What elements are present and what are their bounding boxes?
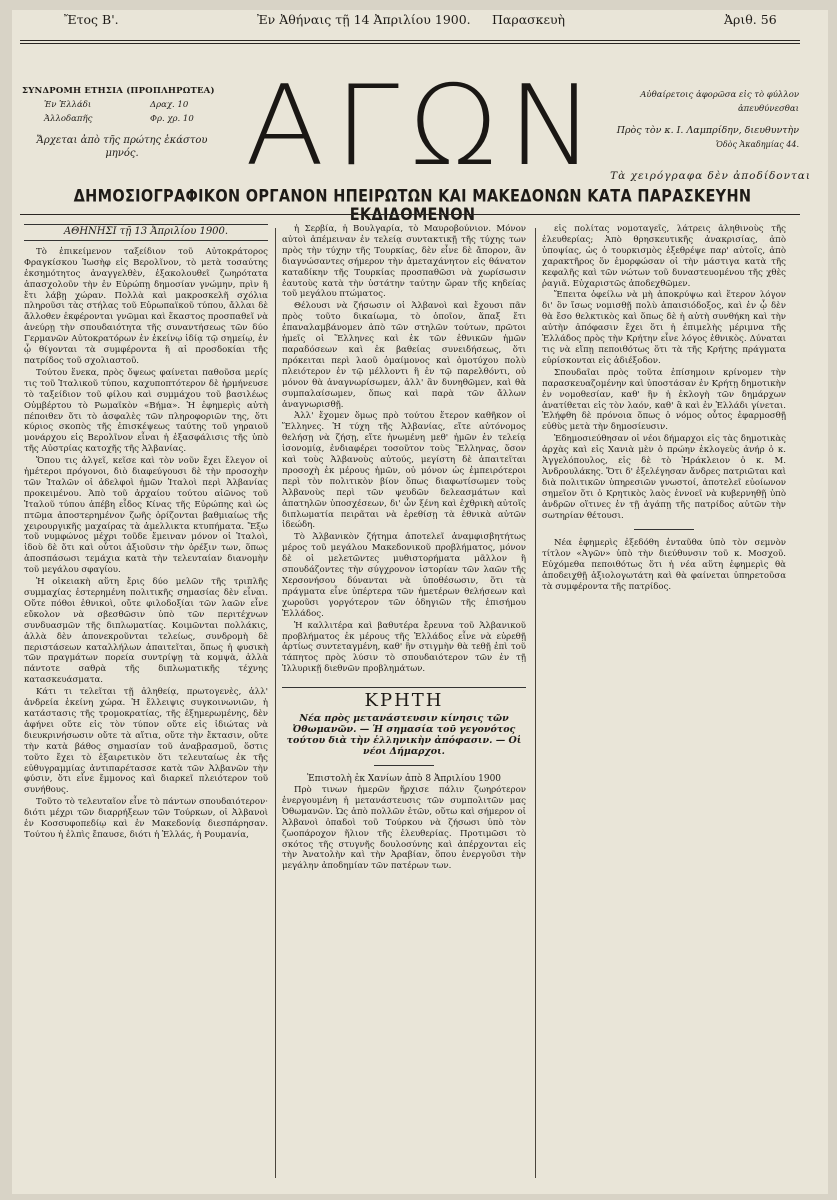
day-label: Παρασκευὴ [492, 12, 566, 27]
paragraph: Ἐδημοσιεύθησαν οἱ νέοι δήμαρχοι εἰς τὰς δημοτικὰς ἀρχὰς καὶ εἰς Χανιὰ μὲν ὁ πρώην ἐκλογεὺς ἀνήρ ὁ κ. Ἀγγελόπουλος, εἰς δὲ τὸ Ἡράκλειον ὁ κ. Μ. Ἀνδρουλάκης. Ὅτι δ' ἐξελέγησαν ἄνδρες πατριῶται καὶ διὰ πολιτικῶν ὑπηρεσιῶν γνωστοί, ἀποτελεῖ εὐοίωνον σημεῖον ὅτι ὁ Κρητικὸς λαὸς ἐννοεῖ νὰ κυβερνηθῇ ὑπὸ ἀνδρῶν οἵτινες ἐν τῇ ἀγάπῃ τῆς πατρίδος αὐτῶν τὴν σωτηρίαν θέτουσι. [542, 434, 786, 521]
paragraph: Ἡ οἰκειακὴ αὕτη ἔρις δύο μελῶν τῆς τριπλῆς συμμαχίας ἐστερημένη πολιτικῆς σημασίας δὲν εἶναι. Οὔτε πόθοι ἐθνικοὶ, οὔτε φιλοδοξίαι τῶν λαῶν εἶνε εὔκολον νὰ σβεσθῶσιν ὑπὸ τῶν περιτέχνων συνδυασμῶν τῆς διπλωματίας. Κοιμῶνται πολλάκις, ἀλλὰ δὲν ἀπονεκροῦνται τελείως, συνδρομὴ δὲ περιστάσεων καταλλήλων ἀπαιτεῖται, ὅπως ἡ φυσικὴ τῶν πραγμάτων πορεία συντρίψῃ τὰ κομψὰ, ἀλλὰ πάντοτε σαθρὰ τῆς διπλωματικῆς τέχνης κατασκευάσματα. [24, 577, 268, 686]
paragraph: Ἀλλ' ἔχομεν ὅμως πρὸ τούτου ἕτερον καθῆκον οἱ Ἕλληνες. Ἡ τύχη τῆς Ἀλβανίας, εἴτε αὐτόνομος θελήσῃ νὰ ζήσῃ, εἴτε ἡνωμένη μεθ' ἡμῶν ἐν τελείᾳ ἰσονομίᾳ, ἐνδιαφέρει τοσοῦτον τοὺς Ἕλληνας, ὅσον καὶ τοὺς Ἀλβανοὺς αὐτούς, μεγίστη δὲ ἀπαιτεῖται προσοχὴ ἐκ μέρους ἡμῶν, οὐ μόνον ὡς ἐμπειρότεροι περὶ τὸν πολιτικὸν βίον ὅπως διαφωτίσωμεν τοὺς Ἀλβανοὺς περὶ τῶν ψευδῶν δελεασμάτων καὶ ἀπατηλῶν ὑποσχέσεων, δι' ὧν ξένη καὶ ἐχθρικὴ αὐτοῖς διπλωματία πειρᾶται νὰ ἐρεθίσῃ τὰ ἐθνικὰ αὐτῶν ἰδεώδη. [282, 411, 526, 531]
top-rule [20, 40, 800, 41]
year-label: Ἔτος Β'. [64, 12, 119, 27]
paragraph: Ἡ καλλιτέρα καὶ βαθυτέρα ἔρευνα τοῦ Ἀλβανικοῦ προβλήματος ἐκ μέρους τῆς Ἑλλάδος εἶνε νὰ εὑρεθῇ ἀρτίως συντεταγμένη, καθ' ἣν στιγμὴν θὰ τεθῇ ἐπὶ τοῦ τάπητος πρὸς λύσιν τὸ σπουδαιότερον τῶν ἐν τῇ Ἰλλυρικῇ διεθνῶν προβλημάτων. [282, 620, 526, 675]
column-3 [542, 224, 786, 1184]
address-line-3: Ὁδὸς Ἀκαδημίας 44. [715, 140, 799, 149]
section-dateline: Ἐπιστολὴ ἐκ Χανίων ἀπὸ 8 Ἀπριλίου 1900 [306, 774, 502, 785]
top-info-line [12, 12, 802, 32]
column-2 [282, 224, 526, 1184]
paragraph: Νέα ἐφημερὶς ἐξεδόθη ἐνταῦθα ὑπὸ τὸν σεμνὸν τίτλον «Ἀγῶν» ὑπὸ τὴν διεύθυνσιν τοῦ κ. Μοσχοῦ. Εὐχόμεθα πεποιθότως ὅτι ἡ νέα αὕτη ἐφημερὶς θὰ ἀποδειχθῇ ἀξιολογωτάτη καὶ θὰ φαίνεται ὑπηρετοῦσα τὰ συμφέροντα τῆς πατρίδος. [542, 538, 786, 593]
subtitle-rule [20, 214, 800, 215]
subscription-box [22, 84, 222, 160]
paragraph: Τὸ ἐπικείμενον ταξείδιον τοῦ Αὐτοκράτορος Φραγκίσκου Ἰωσὴφ εἰς Βερολῖνον, τὸ μετὰ τοσαύτης ἐκσημότητος ἀναγγελθὲν, ἐξακολουθεῖ ζωηρότατα ἀπασχολοῦν τὴν ἐν Εὐρώπῃ δημοσίαν γνώμην, πρὶν ἢ ἔτι λάβῃ χώραν. Πολλὰ καὶ μακροσκελῆ σχόλια πληροῦσι τὰς στήλας τοῦ Εὐρωπαϊκοῦ τύπου, ἄλλαι δὲ ἄλλοθεν ἐκφέρονται γνῶμαι καὶ ἕκαστος προσπαθεῖ νὰ ἀνεύρῃ τὴν σπουδαιότητα τῆς συναντήσεως τῶν δύο Γερμανῶν Αὐτοκρατόρων ἐν ἐκείνῳ ἰδίᾳ τῷ σημείῳ, ἐν ᾧ θίγονται τὰ συμφέροντα ἢ αἱ προσδοκίαι τῆς πατρίδος τοῦ σχολιαστοῦ. [24, 246, 268, 366]
masthead-title: ΑΓΩΝ [245, 62, 605, 191]
section-subtitle: Νέα πρὸς μετανάστευσιν κίνησις τῶν Ὀθωμανῶν. — Ἡ σημασία τοῦ γεγονότος τούτου διὰ τὴν ἑλληνικὴν ἀπόφασιν. — Οἱ νέοι Δήμαρχοι. [286, 713, 522, 758]
section-title-crete: ΚΡΗΤΗ [282, 687, 526, 707]
newspaper-subtitle: ΔΗΜΟΣΙΟΓΡΑΦΙΚΟΝ ΟΡΓΑΝΟΝ ΗΠΕΙΡΩΤΩΝ ΚΑΙ ΜΑΚΕΔΟΝΩΝ ΚΑΤΑ ΠΑΡΑΣΚΕΥΗΝ ΕΚΔΙΔΟΜΕΝΟΝ [73, 187, 752, 225]
paragraph: Σπουδαῖαι πρὸς τοῦτα ἐπίσημοιν κρίνομεν τὴν παρασκευαζομένην καὶ ὑποστάσαν ἐν Κρήτῃ δημοτικὴν ἐν νομοθεσίαν, καθ' ἣν ἡ ἐκλογὴ τῶν δημάρχων ἀνατίθεται εἰς τὸν λαόν, καθ' ἃ καὶ ἐν Ἑλλάδι γίνεται. Ἐλήφθη δὲ πρόνοια ὅπως ὁ νόμος οὗτος ἐφαρμοσθῇ εὐθὺς μετὰ τὴν δημοσίευσιν. [542, 367, 786, 433]
subscription-row-foreign: Ἀλλοδαπῆς Φρ. χρ. 10 [44, 114, 194, 124]
address-line-1: Αὐθαίρετοις ἀφορῶσα εἰς τὸ φύλλον ἀπευθύνεσθαι [640, 90, 799, 114]
subscription-title: ΣΥΝΔΡΟΜΗ ΕΤΗΣΙΑ (ΠΡΟΠΛΗΡΩΤΕΑ) [22, 86, 215, 96]
address-box [579, 88, 799, 152]
paragraph: εἰς πολίτας νομοταγεῖς, λάτρεις ἀληθινοὺς τῆς ἐλευθερίας; Ἀπὸ θρησκευτικῆς ἀνακρισίας, ἀπὸ ὑποψίας, ὡς ὁ τουρκισμὸς ἐξεθρέψε παρ' αὐτοῖς, ἀπὸ χαρακτῆρος ὅν ἐμορφώσαν οἱ τὴν μάστιγα κατὰ τῆς κεφαλῆς καὶ τῶν νώτων τοῦ δυναστευομένου τῆς χθὲς ῥαγιᾶ. Εὐχαριστῶς ἀποδεχθῶμεν. [542, 224, 786, 289]
column-1-dateline: ΑΘΗΝΗΣΙ τῇ 13 Ἀπριλίου 1900. [24, 224, 268, 241]
top-rule-2 [20, 43, 800, 44]
paragraph: Τοῦτο τὸ τελευταῖον εἶνε τὸ πάντων σπουδαιότερον· διότι μέχρι τῶν διαρρήξεων τῶν Τούρκων, οἱ Ἀλβανοὶ ἐν Κοσσυφοπεδίῳ καὶ ἐν Μακεδονίᾳ διεσπάρησαν. Τούτου ἡ ἐλπὶς ἔπαυσε, διότι ἡ Ἑλλάς, ἡ Ρουμανία, [24, 797, 268, 840]
column-3-rule [634, 529, 694, 530]
paragraph: Ὅπου τις ἀλγεῖ, κεῖσε καὶ τὸν νοῦν ἔχει ἔλεγον οἱ ἡμέτεροι πρόγονοι, διὸ διαφεύγουσι δὲ τὴν προσοχὴν τῶν Ἰταλῶν οἱ ἀδελφοὶ ἡμῶν Ἰταλοὶ περὶ Ἀλβανίας προκειμένου. Ἀπὸ τοῦ ἀρχαίου τούτου αἰῶνος τοῦ Ἰταλοῦ τύπου ἀπέβη εἶδος Κίνας τῆς Εὐρώπης καὶ ὡς πτῶμα ἀποστερημένον ζωῆς ὁρίζονται βαθμιαίως τῆς χειρουργικῆς μαχαίρας τὰ ἁμελλικτα κτυπήματα. Ἔξω τοῦ νυμφώνος μέχρι τοῦδε ἔμειναν μόνον οἱ Ἰταλοὶ, ἰδοὺ δὲ ὅτι καὶ οὗτοι ἀξιοῦσιν τὴν ὀρέξιν των, ὅπως ἀποσπάσωσι τεμάχια κατὰ τὴν τελευταίαν διανομὴν τοῦ μεγάλου σφαγίου. [24, 456, 268, 576]
subscription-row-domestic: Ἐν Ἑλλάδι Δραχ. 10 [44, 100, 189, 110]
paragraph: Θέλουσι νὰ ζήσωσιν οἱ Ἀλβανοὶ καὶ ἔχουσι πᾶν πρὸς τοῦτο δικαίωμα, τὸ ὁποῖον, ἅπαξ ἔτι ἐπαναλαμβάνομεν ἀπὸ τῶν στηλῶν τούτων, πρῶτοι ἡμεῖς οἱ Ἕλληνες καὶ ἐκ τῶν ἐθνικῶν ἡμῶν παραδόσεων καὶ ἐκ βαθείας συνειδήσεως, ὅτι πρόκειται περὶ λαοῦ ὁμαίμονος καὶ ὁμοτύχου πολὺ πλειότερον ἐν τῷ μέλλοντι ἢ ἐν τῷ παρελθόντι, οὐ μόνον θὰ ἀναγνωρίσωμεν, ἀλλ' ἂν δυνηθῶμεν, καὶ θὰ συμπαλαίσωμεν, ὅπως καὶ παρὰ τῶν ἄλλων ἀναγνωρισθῇ. [282, 301, 526, 410]
article-columns [24, 224, 804, 1184]
issue-number: Ἀριθ. 56 [724, 12, 777, 27]
address-line-2: Πρὸς τὸν κ. Ι. Λαμπρίδην, διευθυντὴν [616, 125, 799, 136]
paragraph: Τούτου ἕνεκα, πρὸς ὄψεως φαίνεται παθοῦσα μερίς τις τοῦ Ἰταλικοῦ τύπου, καχυποπτότερον δὲ ἠρμήνευσε τὸ ταξείδιον τοῦ φίλου καὶ συμμάχου τοῦ βασιλέως Οὐμβέρτου τὸ Ρωμαϊκὸν «Βήμα». Ἡ ἐφημερὶς αὐτὴ πέποιθεν ὅτι τὸ ἀσφαλὲς τῶν πληροφοριῶν της, ὅτι κύριος σκοπὸς τῆς ἐπισκέψεως ταύτης τοῦ γηραιοῦ μονάρχου εἰς Βερολῖνον εἶναι ἡ ἐξασφάλισις τῆς ὑπὸ τῆς Αὐστρίας κατοχῆς τῆς Ἀλβανίας. [24, 367, 268, 455]
date-label: Ἐν Ἀθήναις τῇ 14 Ἀπριλίου 1900. [257, 12, 471, 27]
column-1 [24, 224, 268, 1184]
paragraph: Τὸ Ἀλβανικὸν ζήτημα ἀποτελεῖ ἀναμφισβητήτως μέρος τοῦ μεγάλου Μακεδονικοῦ προβλήματος, μόνον δὲ οἱ μελετῶντες μυθιστορήματα μᾶλλον ἢ σπουδάζοντες τὴν σύγχρονον ἱστορίαν τῶν λαῶν τῆς Χερσονήσου δύνανται νὰ ὑποθέσωσιν, ὅτι τὰ πράγματα εἶνε ὑπέρτερα τῶν ἡμετέρων θελήσεων καὶ χωροῦσι γοργότερον τῶν ὁδηγιῶν τῆς ἐπισήμου Ἑλλάδος. [282, 532, 526, 619]
paragraph: Κάτι τι τελεῖται τῇ ἀληθείᾳ, πρωτογενὲς, ἀλλ' ἀνδρεία ἐκείνη χώρα. Ἡ ἔλλειψις συγκοινωνιῶν, ἡ κατάστασις τῆς τρομοκρατίας, τῆς ἐξημερωμένης, δὲν ἀφήνει οὔτε εἰς τὸν τύπον οὔτε εἰς ἰδιώτας νὰ διευκρινήσωσιν οὔτε τὰ αἴτια, οὔτε τὴν ἔκτασιν, οὔτε τὴν κατὰ βάθος σημασίαν τοῦ ἀναβρασμοῦ, ὅστις τοῦτο ἔχει τὸ ἐξαιρετικὸν ὅτι τελευταίως ἐκ τῆς εὐθυγραμμίας ἀντιπαρέτασσε κατὰ τῶν Ἀλβανῶν τὴν φύσιν, ὅτι εἶνε ἔμμονος καὶ διαρκεῖ πλειότερον τοῦ συνήθους. [24, 687, 268, 796]
paragraph: ἡ Σερβία, ἡ Βουλγαρία, τὸ Μαυροβούνιον. Μόνον αὐτοὶ ἀπέμειναν ἐν τελείᾳ συντακτικῇ τῆς τύχης των πρὸς τὴν τύχην τῆς Τουρκίας, δὲν εἶνε δὲ ἄπορον, ἂν διαγνώσαντες σήμερον τὴν ἀμεταχάνητον εἰς θάνατον καταδίκην τῆς Τουρκίας προσπαθῶσι νὰ χωρίσωσιν ἑαυτοὺς κατὰ τὴν ὑστάτην ταύτην ὥραν τῆς κηδείας τοῦ μεγάλου πτώματος. [282, 224, 526, 300]
paragraph: Ἔπειτα ὀφείλω νὰ μὴ ἀποκρύψω καὶ ἕτερον λόγον δι' ὃν ἴσως νομισθῇ πολὺ ἀπαισιόδοξος, καὶ ἐν ᾧ δὲν θὰ ἔσο θελκτικὸς καὶ ὅπως δὲ ἡ αὐτὴ συνθήκη καὶ τὴν αὐτὴν ἀπόφασιν ἔχει ὅτι ἡ ἐπιμελὴς μέριμνα τῆς Ἑλλάδος πρὸς τὴν Κρήτην εἶνε λόγος ἐθνικὸς. Δύναται τις νὰ εἴπῃ πεποιθότως ὅτι τὰ τῆς Κρήτης πράγματα εὑρίσκονται εἰς ἀδιέξοδον. [542, 290, 786, 366]
manuscripts-notice: Τὰ χειρόγραφα δὲν ἀποδίδονται [610, 170, 811, 182]
paragraph: Πρὸ τινων ἡμερῶν ἤρχισε πάλιν ζωηρότερον ἐνεργουμένη ἡ μετανάστευσις τῶν συμπολιτῶν μας Ὀθωμανῶν. Ὡς ἀπὸ πολλῶν ἐτῶν, οὕτω καὶ σήμερον οἱ Ἀλβανοὶ ὁπαδοὶ τοῦ Τούρκου νὰ ζήσωσι ὑπὸ τὸν ζωοπάροχον ἥλιον τῆς ἐλευθερίας. Προτιμῶσι τὸ σκότος τῆς στυγνῆς δουλοσύνης καὶ ἀπέρχονται εἰς τὴν Ἀνατολὴν καὶ τὴν Ἀραβίαν, ὅπου ἐνεργοῦσι τὴν μεγάλην ἀποδημίαν τῶν πατέρων των. [282, 784, 526, 872]
subscription-note: Ἄρχεται ἀπὸ τῆς πρώτης ἑκάστου μηνός. [36, 135, 208, 159]
section-rule [374, 765, 434, 766]
